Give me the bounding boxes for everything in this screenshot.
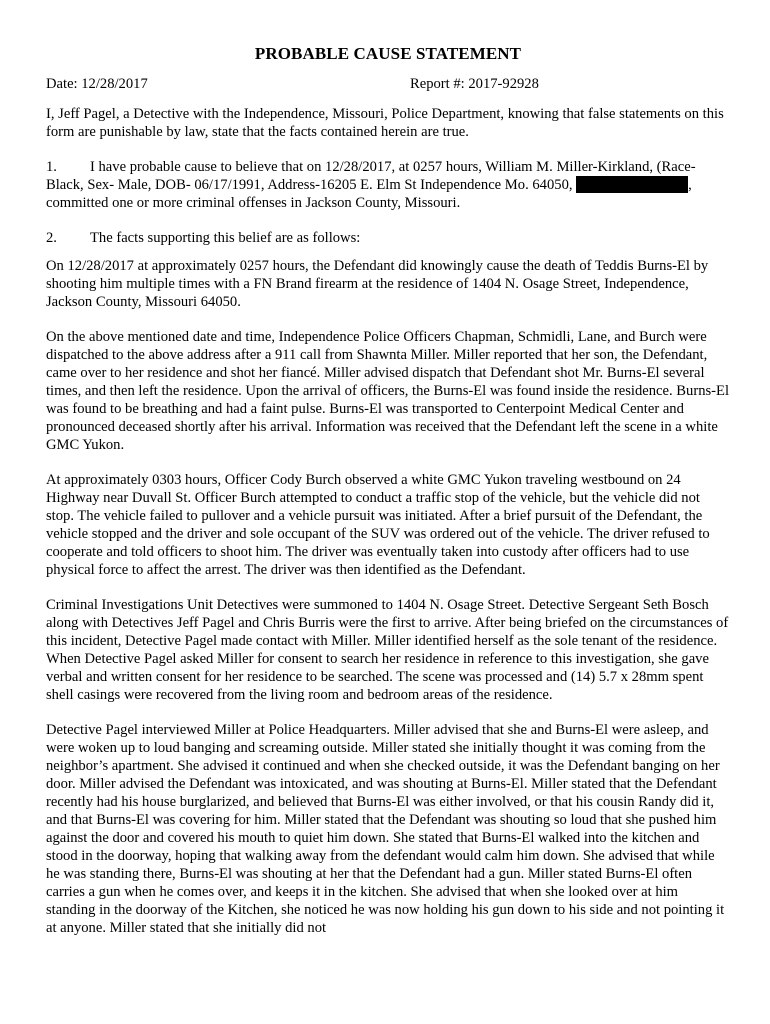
item-1	[46, 158, 730, 212]
body-paragraph: On the above mentioned date and time, Independence Police Officers Chapman, Schmidli, Lane, and Burch were dispatched to the above address after a 911 call from Shawnta Miller. Miller reported that her son, the Defendant, came over to her residence and shot her fiancé. Miller advised dispatch that Defendant shot Mr. Burns-El several times, and then left the residence. Upon the arrival of officers, the Burns-El was found inside the residence. Burns-El was found to be breathing and had a faint pulse. Burns-El was transported to Centerpoint Medical Center and pronounced deceased shortly after his arrival. Information was received that the Defendant left the scene in a white GMC Yukon.	[46, 329, 729, 453]
item-1-comma: ,	[688, 177, 692, 193]
body-paragraph: On 12/28/2017 at approximately 0257 hours, the Defendant did knowingly cause the death of Teddis Burns-El by shooting him multiple times with a FN Brand firearm at the residence of 1404 N. Osage Street, Independence, Jackson County, Missouri 64050.	[46, 258, 709, 310]
date-field: Date: 12/28/2017	[46, 76, 148, 92]
page-title: PROBABLE CAUSE STATEMENT	[254, 44, 522, 63]
item-1-number: 1.	[46, 159, 57, 175]
body-paragraph: Detective Pagel interviewed Miller at Police Headquarters. Miller advised that she and Burns-El were asleep, and were woken up to loud banging and screaming outside. Miller stated she initially thought it was coming from the neighbor’s apartment. She advised it continued and when she checked outside, it was the Defendant banging on her door. Miller advised the Defendant was intoxicated, and was shouting at Burns-El. Miller stated that the Defendant recently had his house burglarized, and believed that Burns-El was either involved, or that his cousin Randy did it, and that Burns-El was covering for him. Miller stated that the Defendant was shouting so loud that she pushed him against the door and covered his mouth to quiet him down. She stated that Burns-El walked into the kitchen and stood in the doorway, hoping that walking away from the defendant would calm him down. She advised that while he was standing there, Burns-El was shouting at her that the Defendant had a gun. Miller stated Burns-El often carries a gun when he comes over, and keeps it in the kitchen. She advised that when she looked over at him standing in the doorway of the Kitchen, she noticed he was now holding his gun down to his side and not pointing it at anyone. Miller stated that she initially did not	[46, 722, 725, 936]
header-row	[46, 75, 730, 93]
body-paragraph: At approximately 0303 hours, Officer Cody Burch observed a white GMC Yukon traveling westbound on 24 Highway near Duvall St. Officer Burch attempted to conduct a traffic stop of the vehicle, but the vehicle did not stop. The vehicle failed to pullover and a vehicle pursuit was initiated. After a brief pursuit of the Defendant, the vehicle stopped and the driver and sole occupant of the SUV was ordered out of the vehicle. The driver refused to cooperate and told officers to shoot him. The driver was eventually taken into custody after officers had to use physical force to affect the arrest. The driver was then identified as the Defendant.	[46, 472, 710, 578]
item-1-text: I have probable cause to believe that on 12/28/2017, at 0257 hours, William M. Miller-Kirkland, (Race-Black, Sex- Male, DOB- 06/17/1991, Address-16205 E. Elm St Independence Mo. 64050,	[46, 159, 696, 193]
item-2-number: 2.	[46, 230, 57, 246]
redaction-box	[576, 176, 688, 193]
item-2	[46, 229, 730, 247]
body-paragraph: Criminal Investigations Unit Detectives were summoned to 1404 N. Osage Street. Detective Sergeant Seth Bosch along with Detectives Jeff Pagel and Chris Burris were the first to arrive. After being briefed on the circumstances of this incident, Detective Pagel made contact with Miller. Miller identified herself as the sole tenant of the residence. When Detective Pagel asked Miller for consent to search her residence in reference to this investigation, she gave verbal and written consent for her residence to be searched. The scene was processed and (14) 5.7 x 28mm spent shell casings were recovered from the living room and bedroom areas of the residence.	[46, 597, 729, 703]
intro-paragraph: I, Jeff Pagel, a Detective with the Independence, Missouri, Police Department, knowing that false statements on this form are punishable by law, state that the facts contained herein are true.	[46, 106, 724, 140]
item-1-text-continued: committed one or more criminal offenses in Jackson County, Missouri.	[46, 195, 461, 211]
report-number-field: Report #: 2017-92928	[410, 76, 539, 92]
item-2-text: The facts supporting this belief are as follows:	[90, 230, 361, 246]
